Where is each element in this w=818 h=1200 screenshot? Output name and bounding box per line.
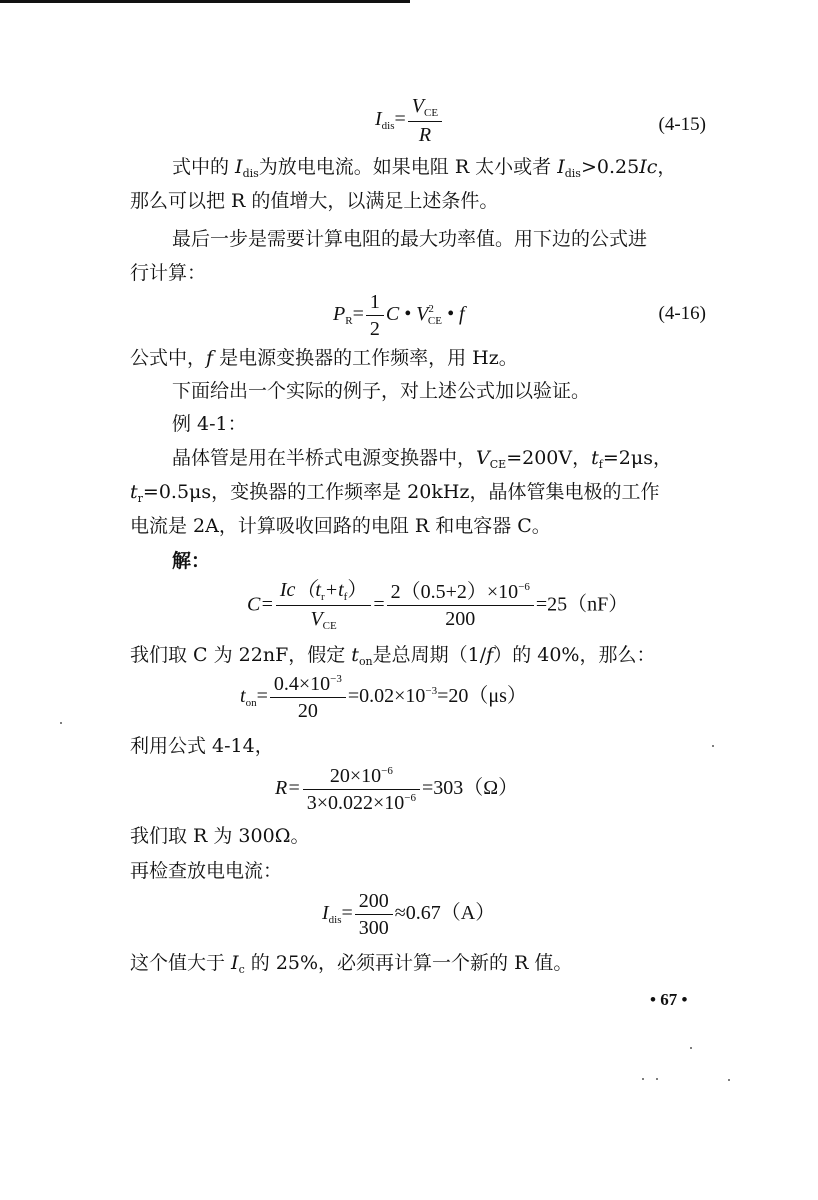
paragraph-line: 我们取 C 为 22nF，假定 $t_{on}$是总周期（1/f）的 40%，那么： — [130, 644, 656, 668]
example-heading: 例 4-1： — [172, 413, 247, 435]
paragraph-line: 下面给出一个实际的例子，对上述公式加以验证。 — [172, 380, 591, 402]
fraction: $\frac{V_{CE}}{R}$ — [408, 94, 442, 147]
scan-border-top — [0, 0, 410, 3]
fraction: $\frac{20\times 10^{-6}}{3\times 0.022\times 10^{-6}}$ — [303, 764, 420, 815]
paragraph-line: 那么可以把 R 的值增大，以满足上述条件。 — [130, 190, 499, 212]
paragraph-line: 再检查放电电流： — [130, 860, 283, 882]
equation-ton: $t_{on}=$ $\frac{0.4\times 10^{-3}}{20}$ $=0.02\times 10^{-3}=20(\mu s)$ — [240, 673, 527, 722]
scan-speck — [728, 1079, 730, 1081]
fraction: $\frac{2(0.5+2)\times 10^{-6}}{200}$ — [387, 580, 534, 631]
paragraph-line: 我们取 R 为 300Ω。 — [130, 825, 310, 847]
fraction: $\frac{1}{2}$ — [366, 290, 384, 341]
equation-number: (4-16) — [658, 303, 706, 324]
equation-resistance: R= $\frac{20\times 10^{-6}}{3\times 0.022\times 10^{-6}}$ =303（Ω） — [275, 765, 519, 814]
page-number: • 67 • — [650, 990, 688, 1009]
solution-heading: 解： — [172, 550, 211, 572]
scan-speck — [712, 745, 714, 747]
equation-4-15: $I_{dis}=$ $\frac{V_{CE}}{R}$ — [375, 94, 444, 147]
paragraph-line: 公式中，f 是电源变换器的工作频率，用 Hz。 — [130, 347, 518, 369]
paragraph-line: 利用公式 4-14， — [130, 735, 274, 757]
paragraph-line: $t_r=0.5\mu s$，变换器的工作频率是 20kHz，晶体管集电极的工作 — [130, 481, 660, 505]
paragraph-line: 电流是 2A，计算吸收回路的电阻 R 和电容器 C。 — [130, 515, 551, 537]
paragraph-line: 晶体管是用在半桥式电源变换器中，$V_{CE}=200V$，$t_f=2\mu s$， — [172, 447, 672, 471]
paragraph-line: 最后一步是需要计算电阻的最大功率值。用下边的公式进 — [172, 228, 648, 250]
paragraph-line: 行计算： — [130, 262, 207, 284]
equation-4-16: $P_R=$ $\frac{1}{2}$ C • $V^2_{CE}$ • f — [333, 291, 465, 340]
paragraph-line: 式中的 $I_{dis}$为放电电流。如果电阻 R 太小或者 $I_{dis}>0.25Ic$， — [172, 156, 677, 180]
fraction: $\frac{Ic(t_r+t_f)}{V_{CE}}$ — [276, 578, 372, 633]
fraction: $\frac{200}{300}$ — [355, 889, 393, 940]
paragraph-line: 这个值大于 $I_c$ 的 25%，必须再计算一个新的 R 值。 — [130, 952, 573, 976]
equation-capacitance: C= $\frac{Ic(t_r+t_f)}{V_{CE}}$ = $\frac{2(0.5+2)\times 10^{-6}}{200}$ =25（nF） — [247, 579, 629, 633]
scan-speck — [642, 1078, 644, 1080]
scan-speck — [656, 1078, 658, 1080]
equation-number: (4-15) — [658, 114, 706, 135]
equation-discharge-current: $I_{dis}=$ $\frac{200}{300}$ ≈0.67（A） — [322, 890, 496, 939]
fraction: $\frac{0.4\times 10^{-3}}{20}$ — [270, 672, 346, 723]
scan-speck — [60, 722, 62, 724]
scan-speck — [690, 1047, 692, 1049]
